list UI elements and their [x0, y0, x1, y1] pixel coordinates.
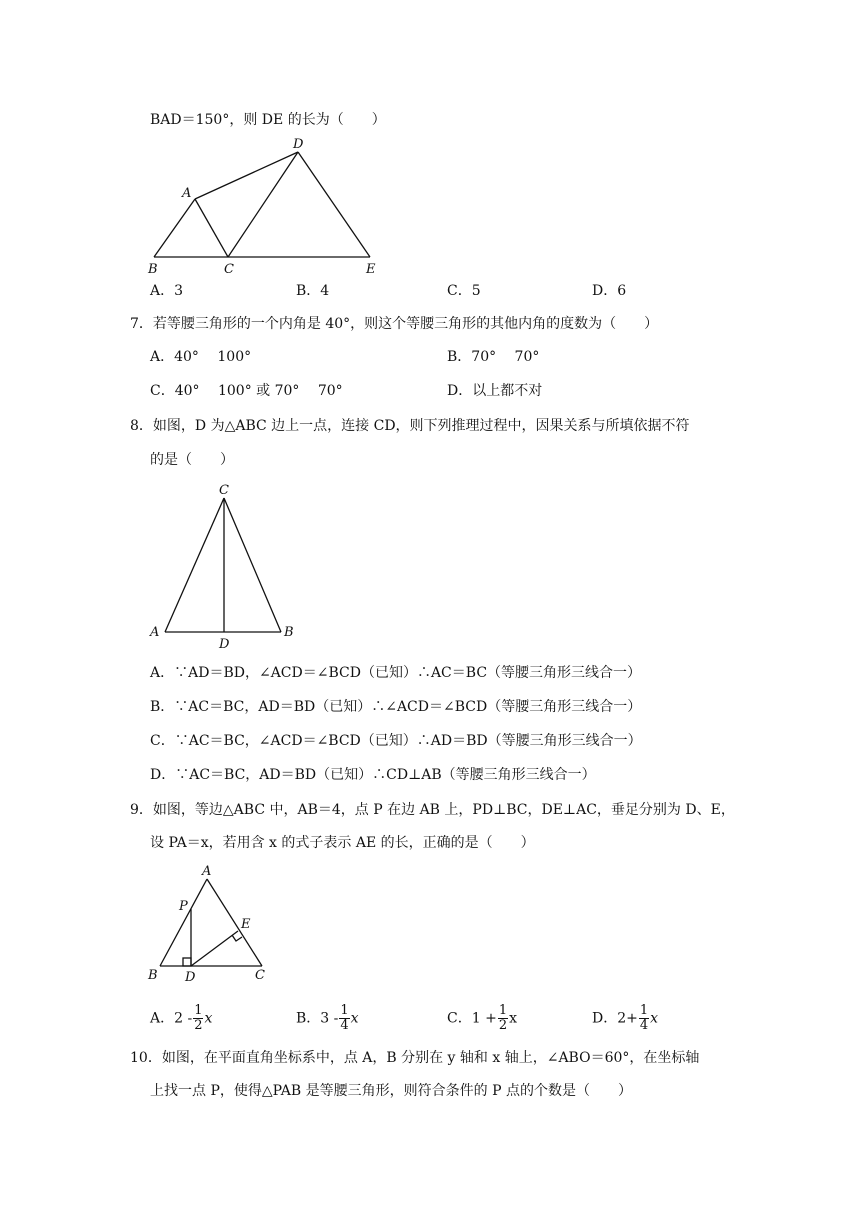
q9-label-C: C — [255, 968, 265, 983]
q8-option-c: C．∵AC＝BC，∠ACD＝∠BCD（已知）∴AD＝BD（等腰三角形三线合一） — [150, 733, 642, 749]
q8-label-D: D — [219, 637, 230, 652]
q9-option-a-numerator: 1 — [194, 1003, 203, 1018]
q9-seg-AC — [207, 879, 262, 966]
q6-label-C: C — [224, 262, 234, 277]
q6-seg-BA — [154, 199, 195, 257]
q9-stem-line2: 设 PA＝x，若用含 x 的式子表示 AE 的长，正确的是（ ） — [150, 835, 535, 851]
q8-option-b: B．∵AC＝BC，AD＝BD（已知）∴∠ACD＝∠BCD（等腰三角形三线合一） — [150, 699, 642, 715]
q9-option-d-var: x — [650, 1010, 659, 1027]
q6-figure — [140, 135, 390, 275]
q9-option-c-numerator: 1 — [498, 1003, 508, 1018]
q9-option-a-fraction — [193, 1004, 203, 1033]
q6-label-A: A — [182, 186, 192, 201]
q8-label-B: B — [284, 625, 294, 640]
q8-option-d: D．∵AC＝BC，AD＝BD（已知）∴CD⊥AB（等腰三角形三线合一） — [150, 767, 596, 783]
q6-label-B: B — [148, 262, 158, 277]
q7-option-c: C．40° 100° 或 70° 70° — [150, 383, 343, 399]
q6-option-c: C．5 — [447, 283, 481, 299]
q9-figure — [145, 862, 275, 987]
q7-option-a: A．40° 100° — [150, 349, 252, 365]
q9-seg-DE — [191, 931, 238, 966]
q6-seg-AC — [195, 199, 228, 257]
q8-option-a: A．∵AD＝BD，∠ACD＝∠BCD（已知）∴AC＝BC（等腰三角形三线合一） — [150, 665, 642, 681]
q9-label-E: E — [241, 917, 251, 932]
q6-label-E: E — [366, 262, 376, 277]
q8-label-A: A — [150, 625, 160, 640]
q6-label-D: D — [293, 137, 304, 152]
q9-right-angle-D — [183, 958, 191, 966]
q8-stem-line2: 的是（ ） — [150, 452, 234, 468]
q9-option-c-prefix: C．1 + — [447, 1010, 497, 1027]
q9-option-b-prefix: B．3 - — [296, 1010, 339, 1027]
q9-option-d-denominator: 4 — [639, 1018, 649, 1033]
q8-stem-line1: 8．如图，D 为△ABC 边上一点，连接 CD，则下列推理过程中，因果关系与所填依据不符 — [130, 418, 690, 434]
q9-label-A: A — [202, 864, 212, 879]
q6-option-a: A．3 — [150, 283, 184, 299]
q7-stem: 7．若等腰三角形的一个内角是 40°，则这个等腰三角形的其他内角的度数为（ ） — [130, 316, 659, 332]
q9-option-d — [592, 1004, 658, 1033]
q6-seg-DE — [298, 152, 370, 257]
q9-option-c-var: x — [509, 1010, 517, 1027]
q7-option-b: B．70° 70° — [447, 349, 540, 365]
q9-option-a-denominator: 2 — [194, 1018, 203, 1033]
q9-option-b-numerator: 1 — [340, 1003, 349, 1018]
q9-right-angle-E — [232, 935, 242, 941]
q10-stem-line2: 上找一点 P，使得△PAB 是等腰三角形，则符合条件的 P 点的个数是（ ） — [150, 1083, 632, 1099]
q9-option-d-numerator: 1 — [639, 1003, 649, 1018]
q6-option-d: D．6 — [592, 283, 627, 299]
q8-seg-AC — [165, 498, 224, 632]
q9-option-c-fraction — [498, 1004, 508, 1033]
q9-option-d-fraction — [639, 1004, 649, 1033]
q9-option-a-prefix: A．2 - — [150, 1010, 193, 1027]
q9-option-c — [447, 1004, 517, 1033]
q9-option-c-denominator: 2 — [498, 1018, 508, 1033]
q9-label-P: P — [179, 899, 188, 914]
q8-label-C: C — [219, 483, 229, 498]
q8-seg-BC — [224, 498, 281, 632]
q9-option-b — [296, 1004, 359, 1033]
q8-figure — [145, 480, 315, 655]
q6-option-b: B．4 — [296, 283, 330, 299]
q9-option-a-var: x — [204, 1010, 213, 1027]
q9-option-b-fraction — [339, 1004, 349, 1033]
q9-option-b-var: x — [350, 1010, 359, 1027]
q9-stem-line1: 9．如图，等边△ABC 中，AB＝4，点 P 在边 AB 上，PD⊥BC，DE⊥AC，垂足分别为 D、E， — [130, 802, 735, 818]
q10-stem-line1: 10．如图，在平面直角坐标系中，点 A，B 分别在 y 轴和 x 轴上，∠ABO＝60°，在坐标轴 — [130, 1050, 700, 1066]
q6-stem-tail: BAD＝150°，则 DE 的长为（ ） — [150, 112, 386, 128]
q9-label-D: D — [185, 970, 196, 985]
q9-label-B: B — [148, 968, 158, 983]
q9-option-b-denominator: 4 — [340, 1018, 349, 1033]
q9-option-a — [150, 1004, 212, 1033]
q9-option-d-prefix: D．2+ — [592, 1010, 638, 1027]
q9-seg-AB — [160, 879, 207, 966]
q7-option-d: D．以上都不对 — [447, 383, 543, 399]
